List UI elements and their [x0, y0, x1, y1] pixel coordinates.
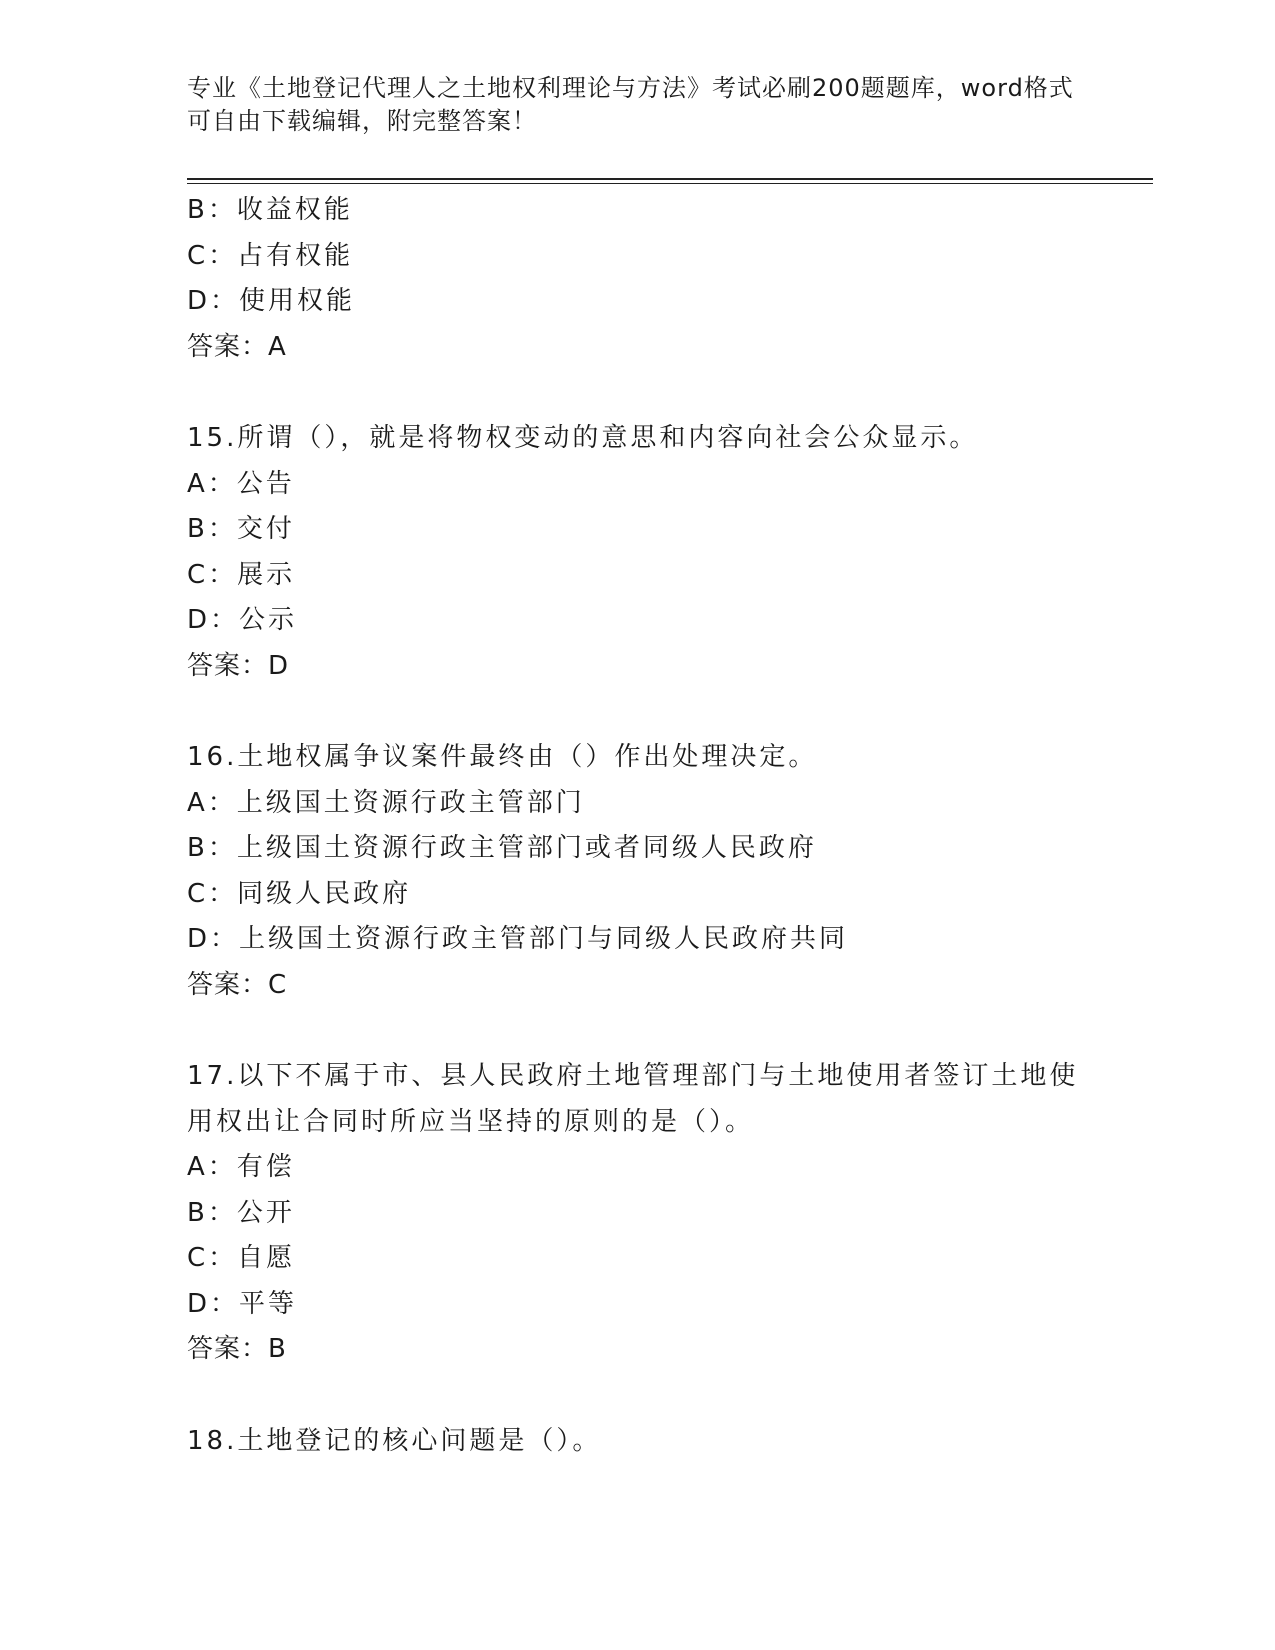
question-15: [187, 416, 1087, 689]
question-17: [187, 1054, 1087, 1373]
option-d: D：平等: [187, 1288, 298, 1319]
question-text: 15.所谓（），就是将物权变动的意思和内容向社会公众显示。: [187, 423, 979, 453]
option-a: A：上级国土资源行政主管部门: [187, 787, 585, 818]
option-b: B：公开: [187, 1197, 295, 1228]
spacer: [187, 689, 1087, 735]
option-c: C：占有权能: [187, 240, 354, 271]
answer-line: 答案：B: [187, 1334, 287, 1364]
question-list: [187, 188, 1087, 1464]
question-text-line-2: 用权出让合同时所应当坚持的原则的是（）。: [187, 1106, 755, 1137]
header-line-2: 可自由下载编辑，附完整答案！: [187, 107, 537, 135]
option-b: B：收益权能: [187, 195, 353, 225]
document-header: [187, 72, 1087, 138]
option-d: D：使用权能: [187, 286, 356, 316]
question-14: [187, 188, 1087, 370]
header-divider-thin: [187, 183, 1153, 184]
question-text: 18.土地登记的核心问题是（）。: [187, 1425, 602, 1456]
option-c: C：展示: [187, 559, 296, 590]
option-a: A：有偿: [187, 1152, 295, 1182]
question-text: 16.土地权属争议案件最终由（）作出处理决定。: [187, 742, 818, 772]
option-d: D：公示: [187, 605, 298, 635]
option-b: B：交付: [187, 514, 295, 544]
option-a: A：公告: [187, 468, 295, 499]
answer-line: 答案：C: [187, 969, 288, 1000]
question-18: [187, 1419, 1087, 1465]
header-divider-thick: [187, 178, 1153, 180]
option-c: C：同级人民政府: [187, 878, 412, 909]
header-line-1: 专业《土地登记代理人之土地权利理论与方法》考试必刷200题题库，word格式: [187, 74, 1074, 102]
option-d: D：上级国土资源行政主管部门与同级人民政府共同: [187, 924, 849, 954]
spacer: [187, 370, 1087, 416]
spacer: [187, 1008, 1087, 1054]
question-text-line-1: 17.以下不属于市、县人民政府土地管理部门与土地使用者签订土地使: [187, 1061, 1079, 1091]
spacer: [187, 1373, 1087, 1419]
answer-line: 答案：A: [187, 331, 287, 362]
question-16: [187, 735, 1087, 1008]
option-b: B：上级国土资源行政主管部门或者同级人民政府: [187, 833, 817, 863]
answer-line: 答案：D: [187, 650, 290, 681]
option-c: C：自愿: [187, 1243, 296, 1273]
